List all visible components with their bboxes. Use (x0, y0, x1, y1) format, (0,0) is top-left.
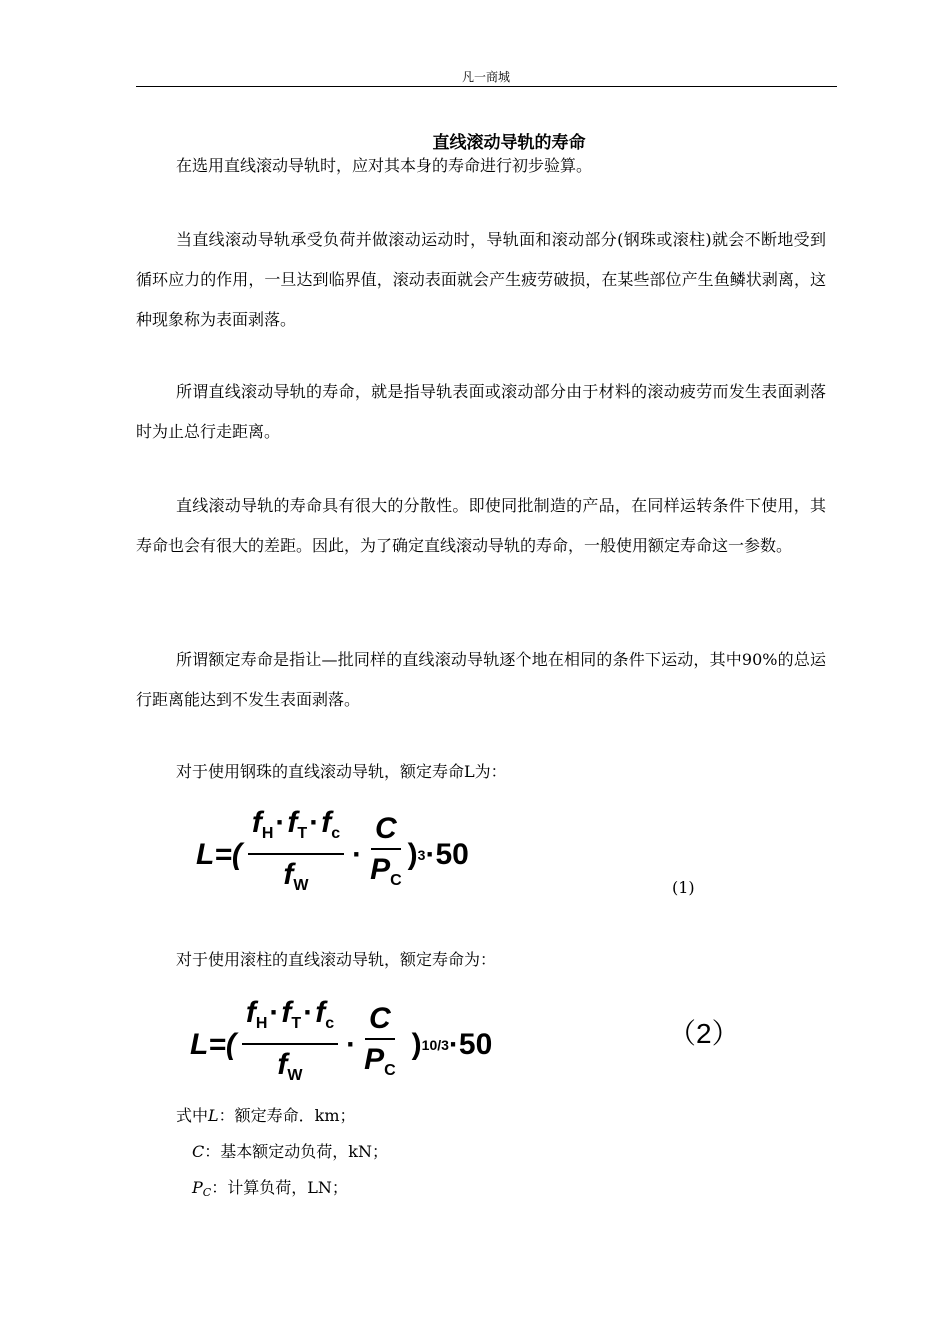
page-header: 凡一商城 (461, 70, 510, 84)
formula1-load-fraction (248, 806, 344, 904)
paragraph-ball-intro: 对于使用钢珠的直线滚动导轨，额定寿命L为： (176, 762, 507, 781)
equation-number-2: （2） (668, 1018, 740, 1049)
definition-pc: PC：计算负荷，LN； (192, 1178, 348, 1199)
formula2-exponent: 10/3 (421, 1037, 449, 1053)
equation-number-1: (1) (672, 878, 695, 897)
header-rule (136, 86, 837, 87)
paragraph-intro: 在选用直线滚动导轨时，应对其本身的寿命进行初步验算。 (176, 156, 593, 175)
formula1-capacity-fraction: $\frac{C}{P_C}$ (370, 811, 402, 889)
formula2-tail: ·50 (448, 1028, 493, 1061)
paragraph-dispersion: 直线滚动导轨的寿命具有很大的分散性。即使同批制造的产品，在同样运转条件下使用，其寿命也会有很大的差距。因此，为了确定直线滚动导轨的寿命，一般使用额定寿命这一参数。 (136, 496, 826, 555)
formula2-lhs: L=( (190, 1028, 236, 1061)
definition-c: C：基本额定动负荷，kN； (192, 1142, 388, 1161)
formula1-lhs: L=( (196, 838, 242, 871)
paragraph-failure: 当直线滚动导轨承受负荷并做滚动运动时，导轨面和滚动部分(钢珠或滚柱)就会不断地受到循环应力的作用，一旦达到临界值，滚动表面就会产生疲劳破损，在某些部位产生鱼鳞状剥离，这种现象称为表面剥落。 (136, 230, 826, 329)
formula2-denominator: $f_W$ (277, 1048, 303, 1084)
formula2-close: ) (411, 1028, 422, 1061)
formula1-close: ) (407, 838, 418, 871)
formula-roller-life (190, 996, 492, 1094)
formula-ball-life (196, 806, 469, 904)
formula2-load-fraction (242, 996, 338, 1094)
formula1-tail: ·50 (425, 838, 469, 871)
formula1-dot: · (352, 838, 363, 871)
formula1-denominator: $f_W$ (283, 858, 309, 894)
formula2-numerator: $f_H\cdot f_T\cdot f_c$ (242, 996, 338, 1045)
paragraph-life-definition: 所谓直线滚动导轨的寿命，就是指导轨表面或滚动部分由于材料的滚动疲劳而发生表面剥落时为止总行走距离。 (136, 382, 826, 441)
definition-l: 式中L：额定寿命．km； (176, 1106, 356, 1125)
formula1-numerator: $f_H\cdot f_T\cdot f_c$ (248, 806, 344, 855)
formula1-exponent: 3 (417, 847, 426, 863)
paragraph-roller-intro: 对于使用滚柱的直线滚动导轨，额定寿命为： (176, 950, 497, 969)
document-title: 直线滚动导轨的寿命 (432, 133, 586, 153)
paragraph-rated-life: 所谓额定寿命是指让—批同样的直线滚动导轨逐个地在相同的条件下运动，其中90%的总运行距离能达到不发生表面剥落。 (136, 650, 826, 709)
formula2-capacity-fraction: $\frac{C}{P_C}$ (364, 1001, 396, 1079)
formula2-dot: · (346, 1028, 357, 1061)
